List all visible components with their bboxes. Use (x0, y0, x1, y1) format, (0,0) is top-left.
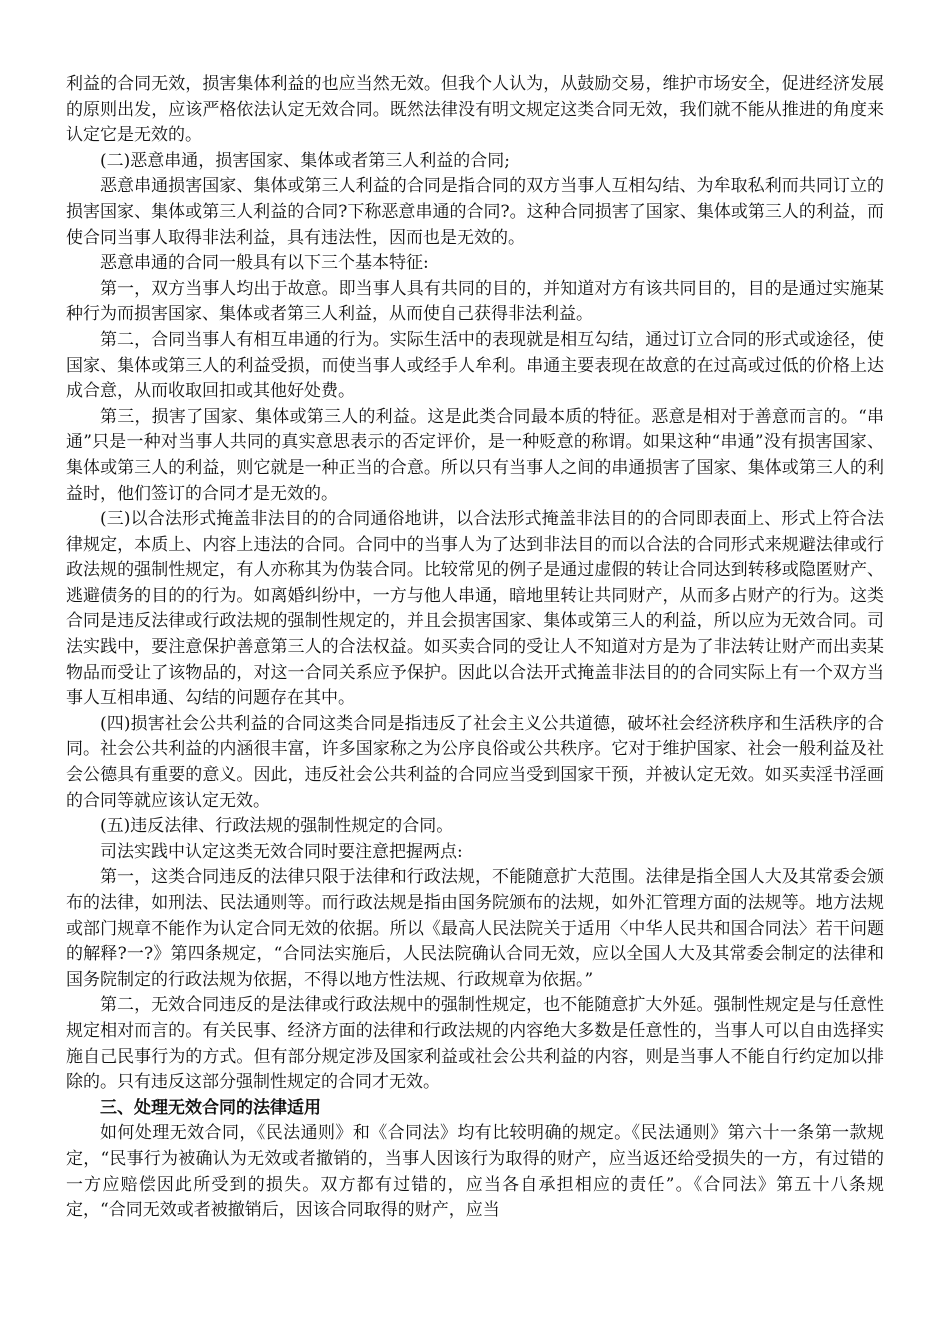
paragraph: 恶意串通的合同一般具有以下三个基本特征: (100, 253, 429, 274)
section-heading: 三、处理无效合同的法律适用 (100, 1097, 321, 1118)
paragraph: 第三，损害了国家、集体或第三人的利益。这是此类合同最本质的特征。恶意是相对于善意而言的。“串通”只是一种对当事人共同的真实意思表示的否定评价，是一种贬意的称谓。如果这种“串通”没有损害国家、集体或第三人的利益，则它就是一种正当的合意。所以只有当事人之间的串通损害了国家、集体或第三人的利益时，他们签订的合同才是无效的。 (66, 406, 884, 504)
paragraph: 恶意串通损害国家、集体或第三人利益的合同是指合同的双方当事人互相勾结、为牟取私利而共同订立的损害国家、集体或第三人利益的合同?下称恶意串通的合同?。这种合同损害了国家、集体或第三人的利益，而使合同当事人取得非法利益，具有违法性，因而也是无效的。 (66, 176, 884, 248)
document-page (66, 72, 884, 1224)
subsection-title-mandatory-provisions: (五)违反法律、行政法规的强制性规定的合同。 (100, 816, 454, 837)
paragraph: 第一，双方当事人均出于故意。即当事人具有共同的目的，并知道对方有该共同目的，目的是通过实施某种行为而损害国家、集体或者第三人利益，从而使自己获得非法利益。 (66, 278, 884, 325)
paragraph: 第二，合同当事人有相互串通的行为。实际生活中的表现就是相互勾结，通过订立合同的形式或途径，使国家、集体或第三人的利益受损，而使当事人或经手人牟利。串通主要表现在故意的在过高或过低的价格上达成合意，从而收取回扣或其他好处费。 (66, 329, 884, 402)
paragraph: 第二，无效合同违反的是法律或行政法规中的强制性规定，也不能随意扩大外延。强制性规定是与任意性规定相对而言的。有关民事、经济方面的法律和行政法规的内容绝大多数是任意性的，当事人可以自由选择实施自己民事行为的方式。但有部分规定涉及国家利益或社会公共利益的内容，则是当事人不能自行约定加以排除的。只有违反这部分强制性规定的合同才无效。 (66, 995, 884, 1093)
subsection-title-collusion: (二)恶意串通，损害国家、集体或者第三人利益的合同; (100, 150, 510, 171)
paragraph: (三)以合法形式掩盖非法目的的合同通俗地讲，以合法形式掩盖非法目的的合同即表面上、形式上符合法律规定，本质上、内容上违法的合同。合同中的当事人为了达到非法目的而以合法的合同形式来规避法律或行政法规的强制性规定，有人亦称其为伪装合同。比较常见的例子是通过虚假的转让合同达到转移或隐匿财产、逃避债务的目的的行为。如离婚纠纷中，一方与他人串通，暗地里转让共同财产，从而多占财产的行为。这类合同是违反法律或行政法规的强制性规定的，并且会损害国家、集体或第三人的利益，所以应为无效合同。司法实践中，要注意保护善意第三人的合法权益。如买卖合同的受让人不知道对方是为了非法转让财产而出卖某物品而受让了该物品的，对这一合同关系应予保护。因此以合法开式掩盖非法目的的合同实际上有一个双方当事人互相串通、勾结的问题存在其中。 (66, 509, 884, 709)
paragraph: (四)损害社会公共利益的合同这类合同是指违反了社会主义公共道德，破坏社会经济秩序和生活秩序的合同。社会公共利益的内涵很丰富，许多国家称之为公序良俗或公共秩序。它对于维护国家、社会一般利益及社会公德具有重要的意义。因此，违反社会公共利益的合同应当受到国家干预，并被认定无效。如买卖淫书淫画的合同等就应该认定无效。 (66, 713, 884, 811)
paragraph: 司法实践中认定这类无效合同时要注意把握两点: (100, 841, 463, 862)
paragraph: 如何处理无效合同，《民法通则》和《合同法》均有比较明确的规定。《民法通则》第六十一条第一款规定，“民事行为被确认为无效或者撤销的，当事人因该行为取得的财产，应当返还给受损失的一方，有过错的一方应赔偿因此所受到的损失。双方都有过错的，应当各自承担相应的责任”。《合同法》第五十八条规定，“合同无效或者被撤销后，因该合同取得的财产，应当 (66, 1123, 884, 1221)
paragraph-continuation: 利益的合同无效，损害集体利益的也应当然无效。但我个人认为，从鼓励交易，维护市场安全，促进经济发展的原则出发，应该严格依法认定无效合同。既然法律没有明文规定这类合同无效，我们就不能从推进的角度来认定它是无效的。 (66, 74, 884, 146)
paragraph: 第一，这类合同违反的法律只限于法律和行政法规，不能随意扩大范围。法律是指全国人大及其常委会颁布的法律，如刑法、民法通则等。而行政法规是指由国务院颁布的法规，如外汇管理方面的法规等。地方法规或部门规章不能作为认定合同无效的依据。所以《最高人民法院关于适用〈中华人民共和国合同法〉若干问题的解释?一?》第四条规定，“合同法实施后，人民法院确认合同无效，应以全国人大及其常委会制定的法律和国务院制定的行政法规为依据，不得以地方性法规、行政规章为依据。” (66, 867, 884, 990)
